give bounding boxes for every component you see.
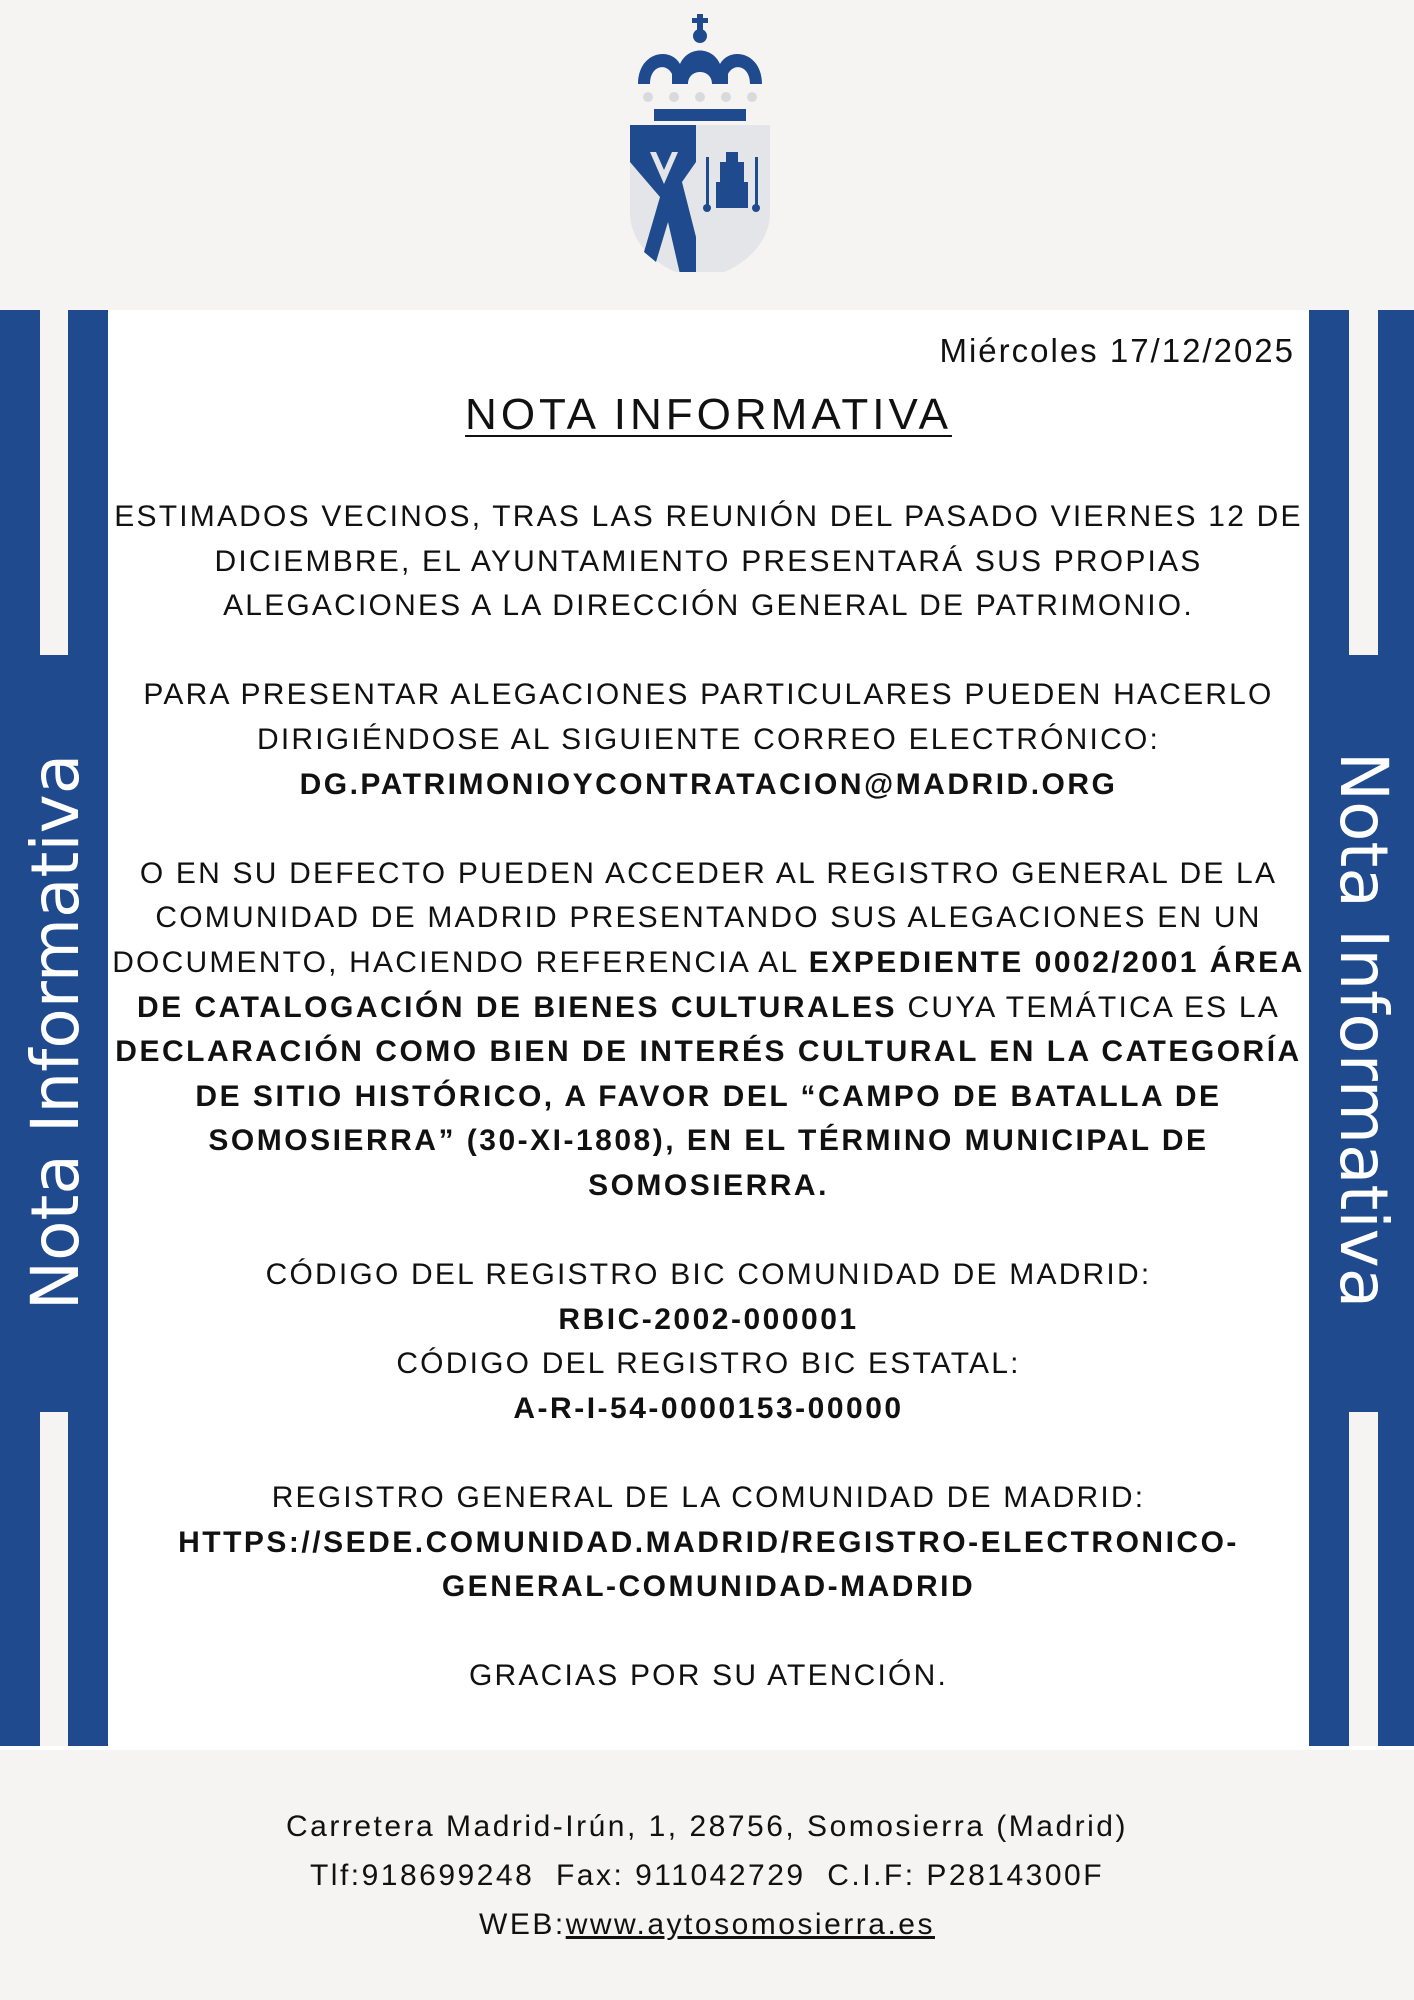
title-text: NOTA INFORMATIVA [465, 390, 952, 439]
footer-web [0, 1900, 1414, 1949]
left-band-stripe-bottom [40, 1412, 68, 1746]
document-body [108, 495, 1309, 1744]
paragraph-registry-link [108, 1476, 1309, 1610]
madrid-code-value: RBIC-2002-000001 [558, 1302, 859, 1336]
closing-text: GRACIAS POR SU ATENCIÓN. [469, 1659, 948, 1693]
madrid-code-label: CÓDIGO DEL REGISTRO BIC COMUNIDAD DE MADRID: [265, 1258, 1152, 1292]
registry-url-line2[interactable]: GENERAL-COMUNIDAD-MADRID [441, 1570, 976, 1604]
paragraph-registry-instructions [108, 852, 1309, 1209]
state-code-label: CÓDIGO DEL REGISTRO BIC ESTATAL: [396, 1347, 1021, 1381]
expediente-reference: EXPEDIENTE 0002/2001 ÁREA DE CATALOGACIÓN DE BIENES CULTURALES [136, 945, 1305, 1024]
right-band-stripe-bottom [1349, 1412, 1378, 1746]
page-title [108, 390, 1309, 440]
footer [0, 1802, 1414, 1949]
left-band-stripe-top [40, 310, 68, 655]
footer-contact: Tlf:918699248 Fax: 911042729 C.I.F: P2814300F [309, 1859, 1105, 1892]
footer-address: Carretera Madrid-Irún, 1, 28756, Somosierra (Madrid) [286, 1810, 1128, 1843]
email-instructions: PARA PRESENTAR ALEGACIONES PARTICULARES PUEDEN HACERLO DIRIGIÉNDOSE AL SIGUIENTE CORREO ELECTRÓNICO: [143, 678, 1274, 756]
paragraph-codes [108, 1253, 1309, 1431]
website-link[interactable]: www.aytosomosierra.es [565, 1908, 935, 1941]
email-address[interactable]: DG.PATRIMONIOYCONTRATACION@MADRID.ORG [299, 767, 1118, 801]
side-label-left: Nota Informativa [17, 753, 94, 1311]
web-label: WEB: [479, 1908, 566, 1941]
registry-text-a: O EN SU DEFECTO PUEDEN ACCEDER AL REGISTRO GENERAL DE LA COMUNIDAD DE MADRID PRESENTANDO SUS ALEGACIONES EN UN DOCUMENTO, HACIENDO REFERENCIA AL [112, 856, 1278, 979]
paragraph-intro: ESTIMADOS VECINOS, TRAS LAS REUNIÓN DEL PASADO VIERNES 12 DE DICIEMBRE, EL AYUNTAMIENTO PRESENTARÁ SUS PROPIAS ALEGACIONES A LA DIRECCIÓN GENERAL DE PATRIMONIO. [114, 500, 1303, 623]
coat-of-arms-icon [630, 12, 770, 272]
paragraph-email [108, 673, 1309, 807]
document-date: Miércoles 17/12/2025 [939, 332, 1295, 369]
declaration-reference: DECLARACIÓN COMO BIEN DE INTERÉS CULTURAL EN LA CATEGORÍA DE SITIO HISTÓRICO, A FAVOR DEL “CAMPO DE BATALLA DE SOMOSIERRA” (30-XI-1808), EN EL TÉRMINO MUNICIPAL DE SOMOSIERRA. [115, 1035, 1302, 1202]
state-code-value: A-R-I-54-0000153-00000 [513, 1391, 904, 1425]
right-band-stripe-top [1349, 310, 1378, 655]
registry-label: REGISTRO GENERAL DE LA COMUNIDAD DE MADRID: [271, 1481, 1146, 1515]
registry-text-c: CUYA TEMÁTICA ES LA [897, 990, 1280, 1024]
side-label-right: Nota Informativa [1325, 751, 1402, 1309]
registry-url-line1[interactable]: HTTPS://SEDE.COMUNIDAD.MADRID/REGISTRO-ELECTRONICO- [178, 1525, 1239, 1559]
